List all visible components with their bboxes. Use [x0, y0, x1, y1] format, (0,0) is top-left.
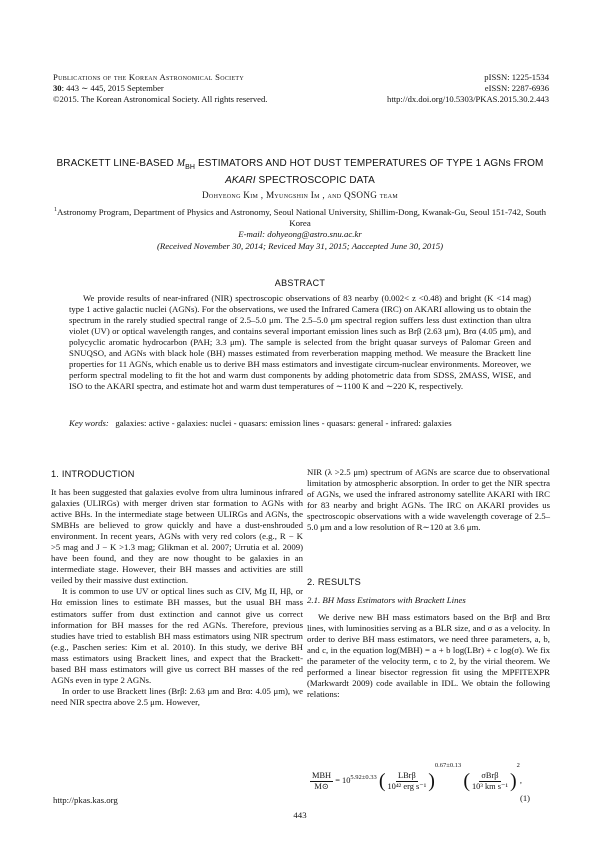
keywords: Key words: galaxies: active - galaxies: nuclei - quasars: emission lines - quasars: general - infrared: galaxies	[69, 418, 452, 428]
intro-paragraph-2: It is common to use UV or optical lines such as CIV, Mg II, Hβ, or Hα emission lines to estimate BH masses, but the usual BH mass estimators suffer from dust extinction and cannot give us correct information for BH masses for the red AGNs. Therefore, previous studies have tried to establish BH mass estimators using NIR spectrum (e.g., Paschen series: Kim et al. 2010). In this study, we derive BH mass estimators using Brackett lines, and expect that the Brackett-based BH mass estimators will give us correct BH masses of the red AGNs even in type 2 AGNs.	[51, 586, 303, 685]
results-column	[307, 612, 550, 700]
journal-name: Publications of the Korean Astronomical Society	[53, 72, 245, 82]
author-email: E-mail: dohyeong@astro.snu.ac.kr	[238, 229, 362, 239]
section-introduction-heading: 1. INTRODUCTION	[51, 469, 135, 479]
pissn: pISSN: 1225-1534	[484, 72, 549, 82]
intro-paragraph-3: In order to use Brackett lines (Brβ: 2.63 μm and Brα: 4.05 μm), we need NIR spectra above 2.5 μm. However,	[51, 685, 303, 707]
eq-sigma-term: $\frac{\text{σBrβ}}{\text{10³ km s⁻¹}}$	[471, 770, 508, 791]
equation-number: (1)	[520, 793, 531, 803]
equation-1: $\frac{\text{MBH}}{M⊙}$ = $10^{5.92\pm 0.33}$ ( $\frac{\text{LBrβ}}{\text{10⁴² erg s⁻¹}}$ )$^{0.67\pm 0.13}$ ( $\frac{\text{σBrβ}}{\text{10³ km s⁻¹}}$ )$^2$,	[312, 762, 522, 793]
copyright: ©2015. The Korean Astronomical Society. All rights reserved.	[53, 94, 268, 105]
intro-paragraph-4: NIR (λ >2.5 μm) spectrum of AGNs are scarce due to observational limitation by atmospheric absorption. In order to get the NIR spectra of AGNs, we used the infrared astronomy satellite AKARI with IRC for 83 nearby and bright AGNs. The IRC on AKARI provides us spectroscopic observations with a wide wavelength coverage of 2.5–5.0 μm and a low resolution of R∼120 at 3.6 μm.	[307, 467, 550, 533]
paper-title: BRACKETT LINE-BASED $M_{BH}$ ESTIMATORS AND HOT DUST TEMPERATURES OF TYPE 1 AGNs FROM AKARI SPECTROSCOPIC DATA	[56, 158, 544, 186]
eq-lhs: $\frac{\text{MBH}}{M⊙}$	[312, 770, 332, 791]
results-paragraph-1: We derive new BH mass estimators based on the Brβ and Brα lines, with luminosities serving as a BLR size, and σ as a velocity. In order to derive BH mass estimators, we need three parameters, a, b, and c, in the equation log(MBH) = a + b log(LBr) + c log(σ). We fix the parameter of the velocity term, c to 2, by the virial theorem. We performed a linear bisector regression fit using the MPFITEXPR (Markwardt 2009) code available in IDL. We obtain the following relations:	[307, 612, 550, 700]
received-dates: (Received November 30, 2014; Reviced May 31, 2015; Aaccepted June 30, 2015)	[156, 241, 444, 251]
affiliation: $^1$Astronomy Program, Department of Physics and Astronomy, Seoul National University, Shillim-Dong, Kwanak-Gu, Seoul 151-742, South Korea	[54, 206, 546, 228]
abstract-text: We provide results of near-infrared (NIR) spectroscopic observations of 83 nearby (0.002< z <0.48) and bright (K <14 mag) type 1 active galactic nuclei (AGNs). For the observations, we used the Infrared Camera (IRC) on AKARI allowing us to obtain the spectrum in the rarely studied spectral range of 2.5–5.0 μm. The 2.5–5.0 μm spectral region suffers less dust extinction than ultra violet (UV) or optical wavelength ranges, and contains several important emission lines such as Brβ (2.63 μm), Brα (4.05 μm), and polycyclic aromatic hydrocarbon (PAH; 3.3 μm). The sample is selected from the bright quasar surveys of Palomar Green and SNUQSO, and AGNs with black hole (BH) masses estimated from reverberation mapping method. We measure the Brackett line properties for 11 AGNs, which enable us to derive BH mass estimators and investigate circum-nuclear environments. Moreover, we perform spectral modeling to fit the hot and warm dust components by adding photometric data from SDSS, 2MASS, WISE, and ISO to the AKARI spectra, and estimate hot and warm dust temperatures of ∼1100 K and ∼220 K, respectively.	[69, 293, 531, 392]
citation: 30: 443 ∼ 445, 2015 September	[53, 83, 164, 94]
section-results-heading: 2. RESULTS	[307, 577, 361, 587]
page-number: 443	[293, 810, 307, 820]
author-list: Dohyeong Kim , Myungshin Im , and QSONG team	[202, 190, 398, 200]
intro-paragraph-1: It has been suggested that galaxies evolve from ultra luminous infrared galaxies (ULIRGs) with merger driven star formation to AGNs with active BHs. In the intermediate stage between ULIRGs and AGNs, the SMBHs are believed to grow quickly and have a dust-enshrouded environment. In recent years, AGNs with very red colors (e.g., R − K >5 mag and J − K >1.3 mag; Glikman et al. 2007; Urrutia et al. 2009) have been found, and they are now thought to be galaxies in an intermediate stage. However, their BH masses and activities are still veiled by their massive dust extinction.	[51, 487, 303, 586]
intro-column-left	[51, 487, 303, 708]
eissn: eISSN: 2287-6936	[484, 83, 549, 94]
journal-url[interactable]: http://pkas.kas.org	[53, 795, 118, 805]
eq-luminosity-term: $\frac{\text{LBrβ}}{\text{10⁴² erg s⁻¹}}$	[387, 770, 427, 791]
intro-column-right	[307, 467, 550, 533]
subsection-heading: 2.1. BH Mass Estimators with Brackett Lines	[307, 595, 466, 605]
abstract-heading: ABSTRACT	[274, 278, 326, 288]
doi-link[interactable]: http://dx.doi.org/10.5303/PKAS.2015.30.2.443	[387, 94, 549, 105]
issn-block	[300, 72, 549, 106]
